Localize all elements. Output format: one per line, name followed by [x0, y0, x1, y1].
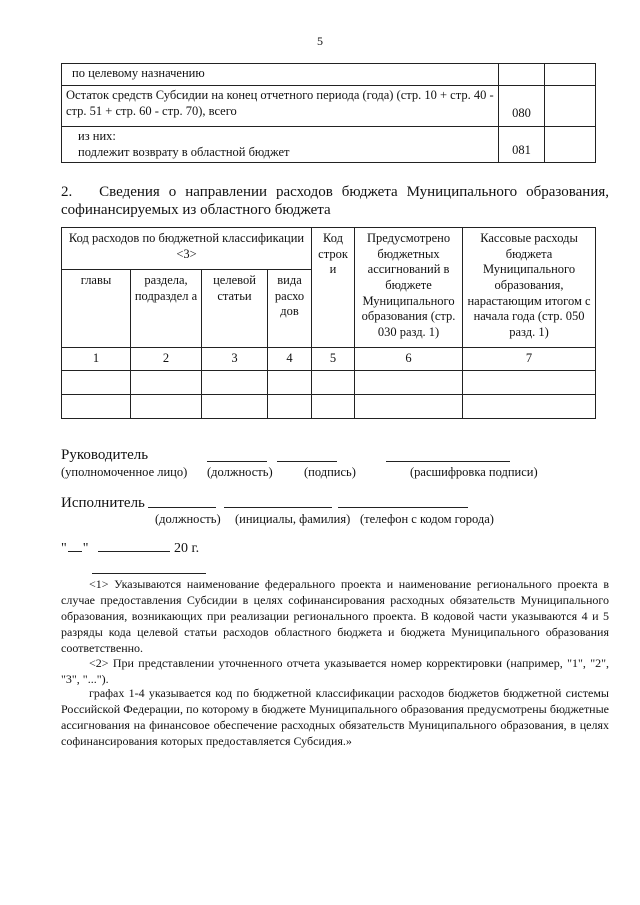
empty-cell — [268, 395, 312, 419]
row-code — [499, 64, 545, 86]
caption-signature: (подпись) — [304, 465, 356, 479]
executor-label: Исполнитель — [61, 495, 145, 511]
date-open-quote: " — [61, 541, 67, 556]
name-line — [386, 461, 510, 462]
empty-cell — [355, 371, 463, 395]
table-row — [62, 86, 596, 127]
column-header: Кассовые расходы бюджета Муниципального образования, нарастающим итогом с начала года (стр. 050 разд. 1) — [463, 228, 596, 348]
empty-cell — [463, 395, 596, 419]
empty-cell — [131, 395, 202, 419]
section-title: Сведения о направлении расходов бюджета Муниципального образования, софинансируемых из областного бюджета — [61, 184, 610, 218]
footnote-separator — [92, 573, 206, 574]
month-blank — [98, 551, 170, 552]
column-number: 4 — [268, 348, 312, 371]
footnote-text: графах 1-4 указывается код по бюджетной классификации расходов бюджетов бюджетной системы Российской Федерации, по которому в бюджете Муниципального образования предусмотрены бюджетные ассигнования на финансовое обеспечение расходных обязательств Муниципального образования, в целях софинансирования которых предоставляется Субсидия.» — [61, 686, 609, 748]
value-cell — [545, 64, 596, 86]
executor-phone-line — [338, 507, 468, 508]
section-heading — [61, 184, 609, 219]
row-label: по целевому назначению — [62, 64, 499, 86]
empty-cell — [355, 395, 463, 419]
empty-cell — [62, 371, 131, 395]
column-header: главы — [62, 270, 131, 348]
footnote-2 — [61, 656, 609, 688]
position-line — [207, 461, 267, 462]
column-header: Предусмотрено бюджетных ассигнований в бюджете Муниципального образования (стр. 030 разд. 1) — [355, 228, 463, 348]
value-cell — [545, 127, 596, 163]
head-label: Руководитель — [61, 447, 149, 463]
empty-cell — [463, 371, 596, 395]
row-label: из них: — [78, 129, 116, 143]
footnote-text: <1> Указываются наименование федерального проекта и наименование регионального проекта в случае предоставления Субсидии в целях софинансирования расходных обязательств Муниципального образования, возникающих при реализации регионального проекта. В кодовой части указываются 4 и 5 разряды кода целевой статьи расходов областного бюджета и бюджета Муниципального образования соответственно. — [61, 577, 609, 655]
footnote-1 — [61, 577, 609, 657]
table-row — [62, 64, 596, 86]
column-header: Код строк и — [312, 228, 355, 348]
table-row — [62, 395, 596, 419]
caption-authorized-person: (уполномоченное лицо) — [61, 465, 188, 479]
column-number: 3 — [202, 348, 268, 371]
caption-position: (должность) — [155, 512, 221, 526]
column-header: целевой статьи — [202, 270, 268, 348]
caption-signature-decoding: (расшифровка подписи) — [410, 465, 538, 479]
caption-initials-surname: (инициалы, фамилия) — [235, 512, 351, 526]
table-header-row — [62, 228, 596, 270]
executor-position-line — [148, 507, 216, 508]
empty-cell — [202, 371, 268, 395]
row-label: Остаток средств Субсидии на конец отчетного периода (года) (стр. 10 + стр. 40 - стр. 51 + стр. 60 - стр. 70), всего — [62, 86, 499, 127]
column-number: 6 — [355, 348, 463, 371]
page-number: 5 — [317, 34, 323, 48]
column-number: 5 — [312, 348, 355, 371]
column-number-row — [62, 348, 596, 371]
column-header: раздела, подраздел а — [131, 270, 202, 348]
empty-cell — [312, 395, 355, 419]
budget-code-group-header: Код расходов по бюджетной классификации <3> — [62, 228, 312, 270]
caption-phone: (телефон с кодом города) — [360, 512, 494, 526]
column-number: 7 — [463, 348, 596, 371]
day-blank — [68, 551, 82, 552]
section-number: 2. — [61, 184, 73, 200]
executor-name-line — [224, 507, 332, 508]
empty-cell — [268, 371, 312, 395]
column-header: вида расхо дов — [268, 270, 312, 348]
row-label-group — [62, 127, 499, 163]
remainder-table — [61, 63, 596, 163]
date-close-quote: " — [82, 541, 89, 556]
column-number: 1 — [62, 348, 131, 371]
empty-cell — [131, 371, 202, 395]
row-code: 081 — [499, 127, 545, 163]
table-row — [62, 371, 596, 395]
caption-position: (должность) — [207, 465, 273, 479]
row-code: 080 — [499, 86, 545, 127]
expense-table — [61, 227, 596, 419]
footnote-3 — [61, 686, 609, 750]
row-sublabel: подлежит возврату в областной бюджет — [78, 144, 290, 159]
signature-line — [277, 461, 337, 462]
date-year: 20 г. — [173, 541, 200, 556]
date-line — [61, 540, 199, 558]
empty-cell — [62, 395, 131, 419]
empty-cell — [312, 371, 355, 395]
table-row — [62, 127, 596, 163]
footnote-text: <2> При представлении уточненного отчета указывается номер корректировки (например, "1", "2", "3", "..."). — [61, 656, 609, 686]
empty-cell — [202, 395, 268, 419]
column-number: 2 — [131, 348, 202, 371]
value-cell — [545, 86, 596, 127]
